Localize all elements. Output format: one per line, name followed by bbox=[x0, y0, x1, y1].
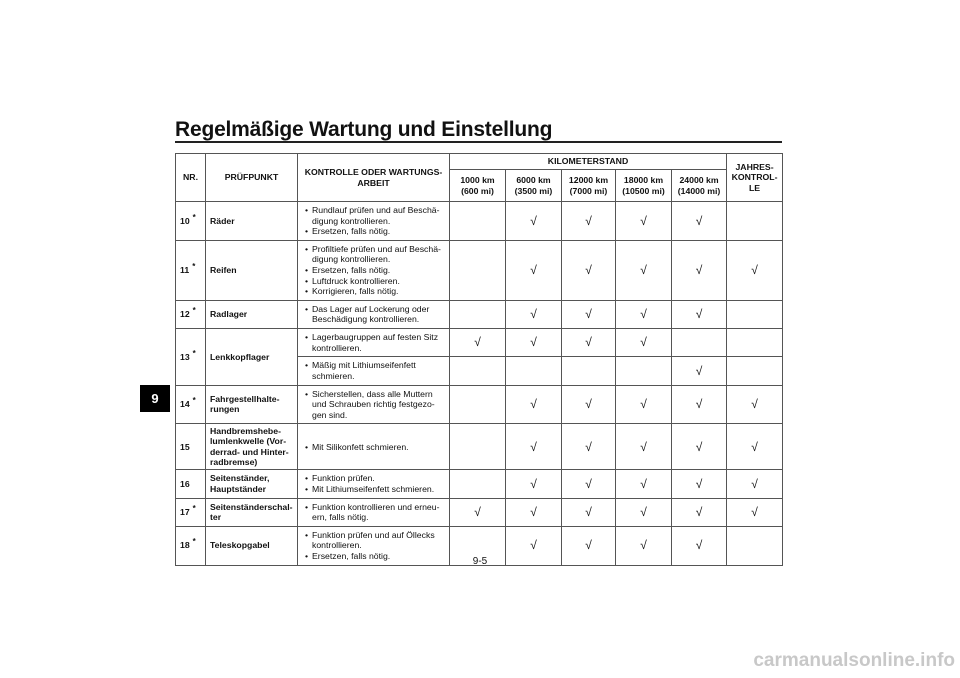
table-body bbox=[176, 202, 783, 566]
row-number-text: 17 bbox=[180, 506, 190, 517]
asterisk-mark: * bbox=[192, 396, 196, 406]
empty-cell bbox=[450, 424, 506, 470]
maintenance-action bbox=[298, 385, 450, 424]
empty-cell bbox=[450, 470, 506, 498]
check-mark: √ bbox=[616, 202, 672, 241]
table-row bbox=[176, 498, 783, 526]
action-bullet: • Mäßig mit Lithiumseifenfett schmieren. bbox=[312, 360, 446, 381]
table-row bbox=[176, 385, 783, 424]
page-number: 9-5 bbox=[472, 556, 488, 567]
action-bullet: • Funktion prüfen. bbox=[312, 473, 446, 484]
row-number bbox=[176, 498, 206, 526]
empty-cell bbox=[616, 357, 672, 385]
title-rule bbox=[175, 141, 782, 143]
row-number bbox=[176, 329, 206, 385]
check-mark: √ bbox=[727, 385, 783, 424]
action-bullet: • Ersetzen, falls nötig. bbox=[312, 226, 446, 237]
check-mark: √ bbox=[616, 329, 672, 357]
check-item: Räder bbox=[206, 202, 298, 241]
maintenance-action bbox=[298, 300, 450, 328]
check-mark: √ bbox=[672, 470, 727, 498]
action-bullet: • Lagerbaugruppen auf festen Sitz kontrollieren. bbox=[312, 332, 446, 353]
check-item: Lenkkopflager bbox=[206, 329, 298, 385]
check-mark: √ bbox=[562, 498, 616, 526]
asterisk-mark: * bbox=[192, 348, 196, 358]
check-mark: √ bbox=[450, 498, 506, 526]
action-bullet: • Mit Silikonfett schmieren. bbox=[312, 442, 446, 453]
table-row bbox=[176, 300, 783, 328]
check-mark: √ bbox=[506, 300, 562, 328]
check-mark: √ bbox=[562, 470, 616, 498]
action-bullet: • Profiltiefe prüfen und auf Beschä-digung kontrollieren. bbox=[312, 244, 446, 265]
header-item: PRÜFPUNKT bbox=[206, 154, 298, 202]
header-action: KONTROLLE ODER WARTUNGS-ARBEIT bbox=[298, 154, 450, 202]
table-row bbox=[176, 329, 783, 357]
table-row bbox=[176, 240, 783, 300]
header-km-24000: 24000 km (14000 mi) bbox=[672, 170, 727, 202]
empty-cell bbox=[562, 357, 616, 385]
check-mark: √ bbox=[672, 526, 727, 565]
maintenance-action bbox=[298, 357, 450, 385]
check-mark: √ bbox=[506, 385, 562, 424]
row-number bbox=[176, 470, 206, 498]
watermark: carmanualsonline.info bbox=[753, 650, 955, 671]
maintenance-table bbox=[175, 153, 783, 566]
row-number-text: 15 bbox=[180, 441, 190, 452]
check-mark: √ bbox=[672, 357, 727, 385]
action-bullet: • Ersetzen, falls nötig. bbox=[312, 551, 446, 562]
empty-cell bbox=[727, 300, 783, 328]
row-number bbox=[176, 526, 206, 565]
row-number-text: 13 bbox=[180, 351, 190, 362]
check-mark: √ bbox=[506, 526, 562, 565]
action-bullet: • Funktion kontrollieren und erneu-ern, falls nötig. bbox=[312, 502, 446, 523]
check-item: Radlager bbox=[206, 300, 298, 328]
check-item: Handbremshebe-lumlenkwelle (Vor-derrad- und Hinter-radbremse) bbox=[206, 424, 298, 470]
check-mark: √ bbox=[506, 498, 562, 526]
maintenance-action bbox=[298, 424, 450, 470]
row-number bbox=[176, 385, 206, 424]
action-bullet: • Ersetzen, falls nötig. bbox=[312, 265, 446, 276]
table-row bbox=[176, 202, 783, 241]
check-mark: √ bbox=[672, 240, 727, 300]
maintenance-action bbox=[298, 329, 450, 357]
check-mark: √ bbox=[672, 424, 727, 470]
check-mark: √ bbox=[616, 300, 672, 328]
action-bullet: • Rundlauf prüfen und auf Beschä-digung kontrollieren. bbox=[312, 205, 446, 226]
header-annual: JAHRES-KONTROL-LE bbox=[727, 154, 783, 202]
row-number-text: 11 bbox=[180, 265, 190, 276]
row-number bbox=[176, 300, 206, 328]
check-mark: √ bbox=[506, 202, 562, 241]
maintenance-action bbox=[298, 240, 450, 300]
check-mark: √ bbox=[562, 526, 616, 565]
header-row-1 bbox=[176, 154, 783, 170]
check-mark: √ bbox=[562, 300, 616, 328]
check-item: Fahrgestellhalte-rungen bbox=[206, 385, 298, 424]
check-mark: √ bbox=[672, 202, 727, 241]
action-bullet: • Sicherstellen, dass alle Muttern und Schrauben richtig festgezo-gen sind. bbox=[312, 389, 446, 421]
check-mark: √ bbox=[616, 470, 672, 498]
action-bullet: • Mit Lithiumseifenfett schmieren. bbox=[312, 484, 446, 495]
header-nr: NR. bbox=[176, 154, 206, 202]
check-mark: √ bbox=[616, 498, 672, 526]
check-mark: √ bbox=[562, 424, 616, 470]
chapter-tab: 9 bbox=[140, 385, 170, 412]
empty-cell bbox=[727, 357, 783, 385]
check-mark: √ bbox=[727, 498, 783, 526]
row-number bbox=[176, 202, 206, 241]
check-item: Reifen bbox=[206, 240, 298, 300]
check-mark: √ bbox=[727, 424, 783, 470]
empty-cell bbox=[727, 329, 783, 357]
row-number bbox=[176, 424, 206, 470]
asterisk-mark: * bbox=[192, 503, 196, 513]
check-mark: √ bbox=[616, 526, 672, 565]
check-mark: √ bbox=[450, 329, 506, 357]
empty-cell bbox=[450, 357, 506, 385]
check-mark: √ bbox=[616, 424, 672, 470]
action-bullet: • Luftdruck kontrollieren. bbox=[312, 276, 446, 287]
check-mark: √ bbox=[506, 240, 562, 300]
check-mark: √ bbox=[506, 329, 562, 357]
maintenance-action bbox=[298, 470, 450, 498]
check-mark: √ bbox=[506, 470, 562, 498]
empty-cell bbox=[506, 357, 562, 385]
asterisk-mark: * bbox=[192, 537, 196, 547]
check-item: Seitenständer, Hauptständer bbox=[206, 470, 298, 498]
maintenance-action bbox=[298, 498, 450, 526]
empty-cell bbox=[727, 202, 783, 241]
check-mark: √ bbox=[616, 385, 672, 424]
check-mark: √ bbox=[506, 424, 562, 470]
header-km-group: KILOMETERSTAND bbox=[450, 154, 727, 170]
maintenance-action bbox=[298, 202, 450, 241]
asterisk-mark: * bbox=[192, 262, 196, 272]
row-number bbox=[176, 240, 206, 300]
check-item: Teleskopgabel bbox=[206, 526, 298, 565]
table-row bbox=[176, 470, 783, 498]
header-km-18000: 18000 km (10500 mi) bbox=[616, 170, 672, 202]
check-mark: √ bbox=[562, 240, 616, 300]
check-mark: √ bbox=[727, 470, 783, 498]
check-mark: √ bbox=[562, 329, 616, 357]
empty-cell bbox=[450, 385, 506, 424]
header-km-1000: 1000 km (600 mi) bbox=[450, 170, 506, 202]
check-item: Seitenständerschal-ter bbox=[206, 498, 298, 526]
check-mark: √ bbox=[672, 498, 727, 526]
row-number-text: 14 bbox=[180, 399, 190, 410]
maintenance-action bbox=[298, 526, 450, 565]
check-mark: √ bbox=[672, 300, 727, 328]
empty-cell bbox=[672, 329, 727, 357]
asterisk-mark: * bbox=[192, 212, 196, 222]
header-km-6000: 6000 km (3500 mi) bbox=[506, 170, 562, 202]
header-km-12000: 12000 km (7000 mi) bbox=[562, 170, 616, 202]
action-bullet: • Das Lager auf Lockerung oder Beschädigung kontrollieren. bbox=[312, 304, 446, 325]
row-number-text: 10 bbox=[180, 215, 190, 226]
check-mark: √ bbox=[616, 240, 672, 300]
row-number-text: 16 bbox=[180, 478, 190, 489]
action-bullet: • Funktion prüfen und auf Öllecks kontrollieren. bbox=[312, 530, 446, 551]
page-title: Regelmäßige Wartung und Einstellung bbox=[175, 118, 553, 141]
empty-cell bbox=[450, 240, 506, 300]
row-number-text: 18 bbox=[180, 540, 190, 551]
empty-cell bbox=[727, 526, 783, 565]
empty-cell bbox=[450, 300, 506, 328]
action-bullet: • Korrigieren, falls nötig. bbox=[312, 286, 446, 297]
empty-cell bbox=[450, 202, 506, 241]
check-mark: √ bbox=[672, 385, 727, 424]
check-mark: √ bbox=[562, 385, 616, 424]
table-row bbox=[176, 424, 783, 470]
check-mark: √ bbox=[727, 240, 783, 300]
check-mark: √ bbox=[562, 202, 616, 241]
row-number-text: 12 bbox=[180, 309, 190, 320]
asterisk-mark: * bbox=[192, 306, 196, 316]
